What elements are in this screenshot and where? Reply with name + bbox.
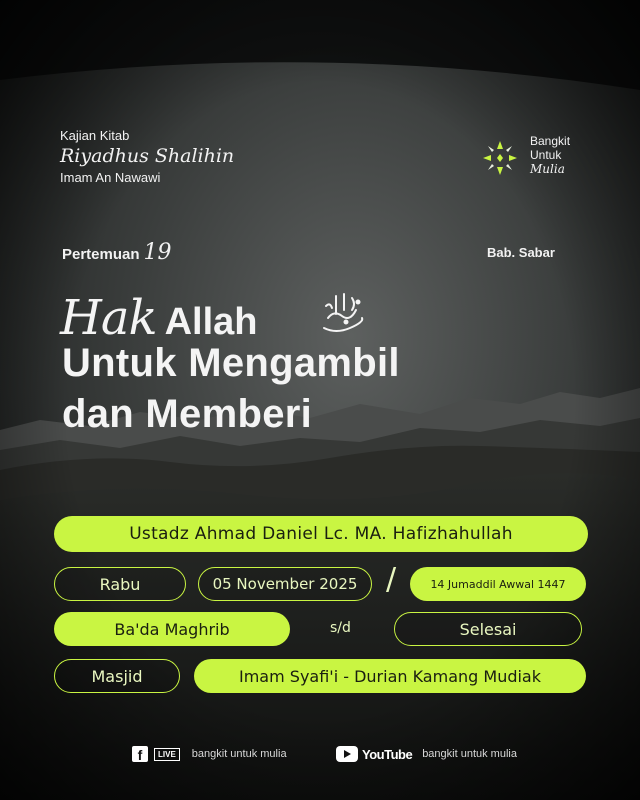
venue-badge: Imam Syafi'i - Durian Kamang Mudiak: [194, 659, 586, 693]
title-italic-word: Hak: [60, 290, 157, 346]
session-number: [62, 240, 172, 265]
youtube-icon: [336, 746, 358, 762]
end-time-badge: Selesai: [394, 612, 582, 646]
youtube-handle: bangkit untuk mulia: [422, 748, 517, 760]
logo-line-3: Mulia: [530, 162, 565, 176]
title-line-2: Untuk Mengambil: [62, 341, 400, 385]
bangkit-untuk-mulia-logo: [480, 134, 590, 182]
start-time-badge: Ba'da Maghrib: [54, 612, 290, 646]
title-line-1: [60, 290, 257, 346]
facebook-handle: bangkit untuk mulia: [191, 748, 287, 760]
date-separator: /: [386, 562, 397, 597]
hijri-date-badge: 14 Jumaddil Awwal 1447: [410, 567, 586, 601]
title-bold-word: Allah: [164, 301, 258, 343]
logo-line-2: Untuk: [530, 148, 562, 162]
star-burst-logo-icon: [480, 138, 526, 178]
venue-label-badge: Masjid: [54, 659, 180, 693]
kitab-title: Riyadhus Shalihin: [60, 145, 235, 167]
title-line-3: dan Memberi: [62, 392, 313, 436]
date-badge: 05 November 2025: [198, 567, 372, 601]
facebook-live-footer: [132, 746, 287, 762]
live-badge: LIVE: [154, 748, 180, 761]
arabic-calligraphy-subhanahu-wa-taala-icon: [316, 288, 368, 340]
imam-name: Imam An Nawawi: [60, 170, 161, 185]
facebook-icon: f: [132, 746, 148, 762]
kajian-label: Kajian Kitab: [60, 128, 130, 143]
until-label: s/d: [330, 620, 351, 636]
pertemuan-number: 19: [143, 240, 172, 265]
speaker-badge: Ustadz Ahmad Daniel Lc. MA. Hafizhahullah: [54, 516, 588, 552]
pertemuan-label: Pertemuan: [62, 246, 140, 263]
day-badge: Rabu: [54, 567, 186, 601]
bab-label: Bab. Sabar: [487, 245, 555, 260]
youtube-footer: [336, 746, 517, 762]
youtube-label: YouTube: [362, 746, 413, 762]
logo-line-1: Bangkit: [530, 134, 571, 148]
